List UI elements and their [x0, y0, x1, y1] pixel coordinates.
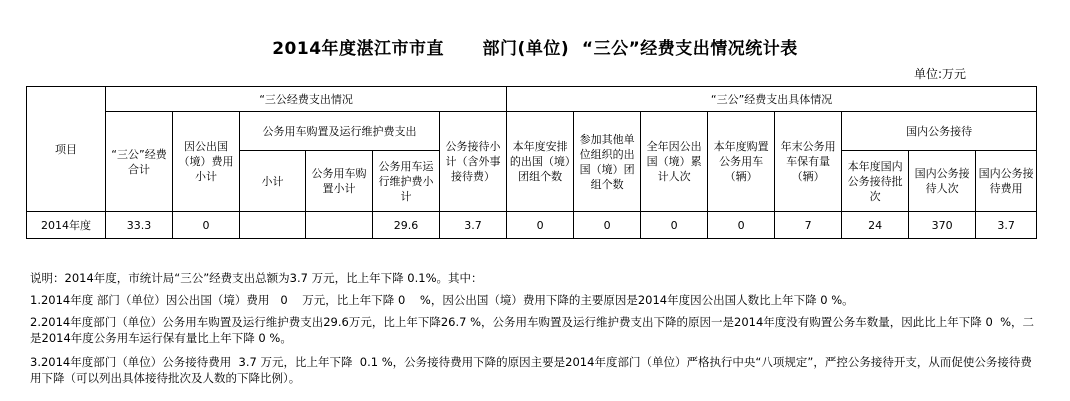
table-row [27, 212, 1037, 239]
header-domestic-people: 国内公务接待人次 [909, 151, 976, 212]
cell-abroad: 0 [173, 212, 240, 239]
header-cars-owned: 年末公务用车保有量（辆） [775, 112, 842, 212]
header-abroad-people: 全年因公出国（境）累计人次 [641, 112, 708, 212]
row-label: 2014年度 [27, 212, 106, 239]
header-abroad-cost: 因公出国（境）费用小计 [173, 112, 240, 212]
cell-domestic-batches: 24 [842, 212, 909, 239]
header-abroad-groups: 本年度安排的出国（境）团组个数 [507, 112, 574, 212]
cell-domestic-people: 370 [909, 212, 976, 239]
page-title: 2014年度湛江市市直 部门(单位) “三公”经费支出情况统计表 [272, 39, 798, 59]
stats-table [26, 86, 1037, 239]
header-car-operation: 公务用车运行维护费小计 [373, 151, 440, 212]
header-domestic-cost: 国内公务接待费用 [976, 151, 1037, 212]
cell-abroad-people: 0 [641, 212, 708, 239]
cell-cars-bought: 0 [708, 212, 775, 239]
header-group-sangong: “三公经费支出情况 [106, 87, 507, 112]
header-reception: 公务接待小计（含外事接待费） [440, 112, 507, 212]
cell-car-purchase [306, 212, 373, 239]
header-car-purchase: 公务用车购置小计 [306, 151, 373, 212]
header-other-groups: 参加其他单位组织的出国（境）团组个数 [574, 112, 641, 212]
header-domestic-group: 国内公务接待 [842, 112, 1037, 151]
header-group-detail: “三公”经费支出具体情况 [507, 87, 1037, 112]
note-abroad: 1.2014年度 部门（单位）因公出国（境）费用 0 万元，比上年下降 0 %，因公出国（境）费用下降的主要原因是2014年度因公出国人数比上年下降 0 %。 [30, 293, 854, 307]
header-cars-bought: 本年度购置公务用车（辆） [708, 112, 775, 212]
cell-other-groups: 0 [574, 212, 641, 239]
notes-section [30, 270, 1040, 386]
header-car-group: 公务用车购置及运行维护费支出 [240, 112, 440, 151]
header-car-subtotal: 小计 [240, 151, 306, 212]
header-total: “三公”经费合计 [106, 112, 173, 212]
cell-domestic-cost: 3.7 [976, 212, 1037, 239]
cell-total: 33.3 [106, 212, 173, 239]
note-car: 2.2014年度部门（单位）公务用车购置及运行维护费支出29.6万元，比上年下降26.7 %，公务用车购置及运行维护费支出下降的原因一是2014年度没有购置公务车数量，因此比上年下降 0 %，二是2014年度公务用车运行保有量比上年下降 0 %。 [30, 315, 1035, 345]
cell-abroad-groups: 0 [507, 212, 574, 239]
unit-label: 单位:万元 [913, 67, 966, 81]
note-summary: 说明：2014年度，市统计局“三公”经费支出总额为3.7 万元，比上年下降 0.1%。其中： [30, 271, 483, 285]
header-item: 项目 [27, 87, 106, 212]
header-domestic-batches: 本年度国内公务接待批次 [842, 151, 909, 212]
cell-reception: 3.7 [440, 212, 507, 239]
note-reception: 3.2014年度部门（单位）公务接待费用 3.7 万元，比上年下降 0.1 %，公务接待费用下降的原因主要是2014年度部门（单位）严格执行中央“八项规定”，严控公务接待开支，从而促使公务接待费用下降（可以列出具体接待批次及人数的下降比例）。 [30, 355, 1032, 385]
cell-car-subtotal [240, 212, 306, 239]
cell-car-operation: 29.6 [373, 212, 440, 239]
cell-cars-owned: 7 [775, 212, 842, 239]
